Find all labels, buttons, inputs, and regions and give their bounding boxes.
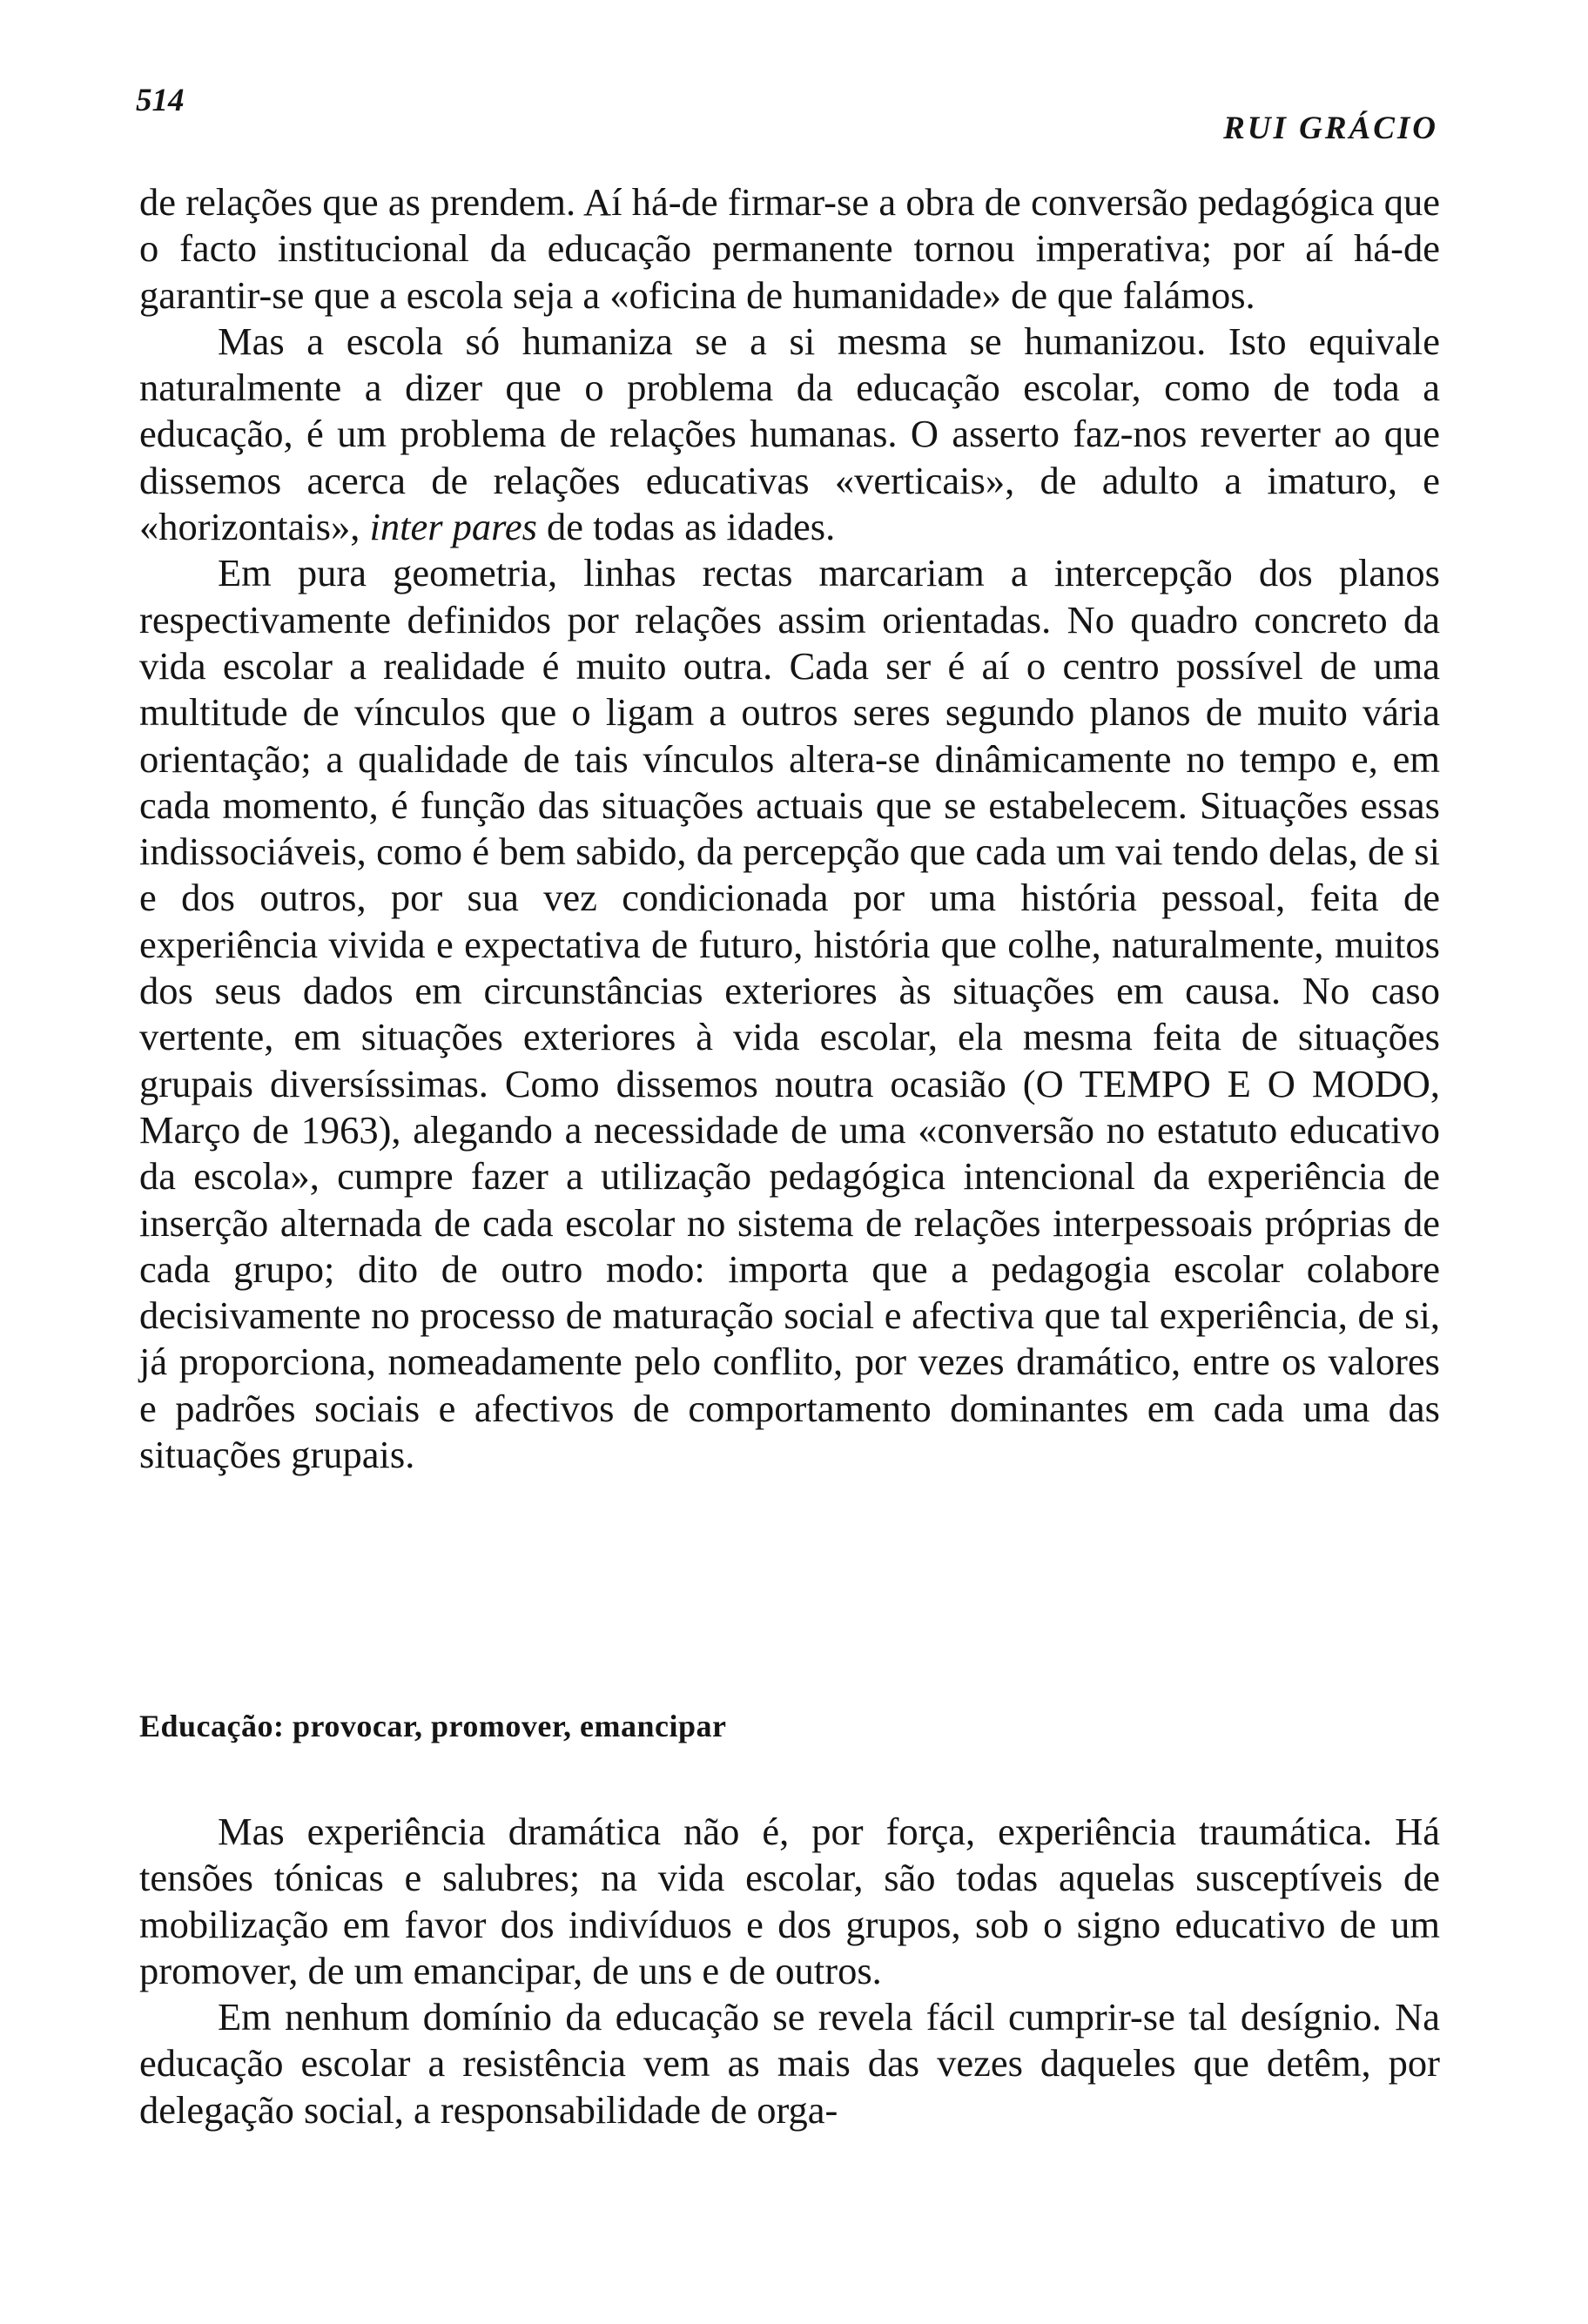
page-number: 514: [136, 83, 185, 118]
paragraph-text: Mas a escola só humaniza se a si mesma se humanizou. Isto equivale naturalmente a dizer que o problema da educação escolar, como de toda a educação, é um problema de relações humanas. O asserto faz-nos reverter ao que dissemos acerca de relações educativas «verticais», de adulto a imaturo, e «horizontais»,: [139, 319, 1440, 549]
paragraph: Em nenhum domínio da educação se revela fácil cumprir-se tal desígnio. Na educação escolar a resistência vem as mais das vezes daqueles que detêm, por delegação social, a responsabilidade de orga-: [139, 1995, 1440, 2132]
paragraph: Em pura geometria, linhas rectas marcariam a intercepção dos planos respectivamente definidos por relações assim orientadas. No quadro concreto da vida escolar a realidade é muito outra. Cada ser é aí o centro possível de uma multitude de vínculos que o ligam a outros seres segundo planos de muito vária orientação; a qualidade de tais vínculos altera-se dinâmicamente no tempo e, em cada momento, é função das situações actuais que se estabelecem. Situações essas indissociáveis, como é bem sabido, da percepção que cada um vai tendo delas, de si e dos outros, por sua vez condicionada por uma história pessoal, feita de experiência vivida e expectativa de futuro, história que colhe, naturalmente, muitos dos seus dados em circunstâncias exteriores às situações em causa. No caso vertente, em situações exteriores à vida escolar, ela mesma feita de situações grupais diversíssimas. Como dissemos noutra ocasião (O TEMPO E O MODO, Março de 1963), alegando a necessidade de uma «conversão no estatuto educativo da escola», cumpre fazer a utilização pedagógica intencional da experiência de inserção alternada de cada escolar no sistema de relações interpessoais próprias de cada grupo; dito de outro modo: importa que a pedagogia escolar colabore decisivamente no processo de maturação social e afectiva que tal experiência, de si, já proporciona, nomeadamente pelo conflito, por vezes dramático, entre os valores e padrões sociais e afectivos de comportamento dominantes em cada uma das situações grupais.: [139, 551, 1440, 1477]
body-text-upper: [139, 179, 1440, 1478]
body-text-lower: [139, 1809, 1440, 2133]
paragraph-continued: de relações que as prendem. Aí há-de firmar-se a obra de conversão pedagógica que o facto institucional da educação permanente tornou imperativa; por aí há-de garantir-se que a escola seja a «oficina de humanidade» de que falámos.: [139, 180, 1440, 317]
section-heading: Educação: provocar, promover, emancipar: [139, 1709, 727, 1743]
paragraph-text: de todas as idades.: [547, 505, 836, 549]
latin-phrase: inter pares: [369, 505, 537, 549]
running-head-author: RUI GRÁCIO: [1223, 111, 1438, 146]
paragraph: [139, 319, 1440, 550]
paragraph: Mas experiência dramática não é, por força, experiência traumática. Há tensões tónicas e salubres; na vida escolar, são todas aquelas susceptíveis de mobilização em favor dos indivíduos e dos grupos, sob o signo educativo de um promover, de um emancipar, de uns e de outros.: [139, 1810, 1440, 1992]
